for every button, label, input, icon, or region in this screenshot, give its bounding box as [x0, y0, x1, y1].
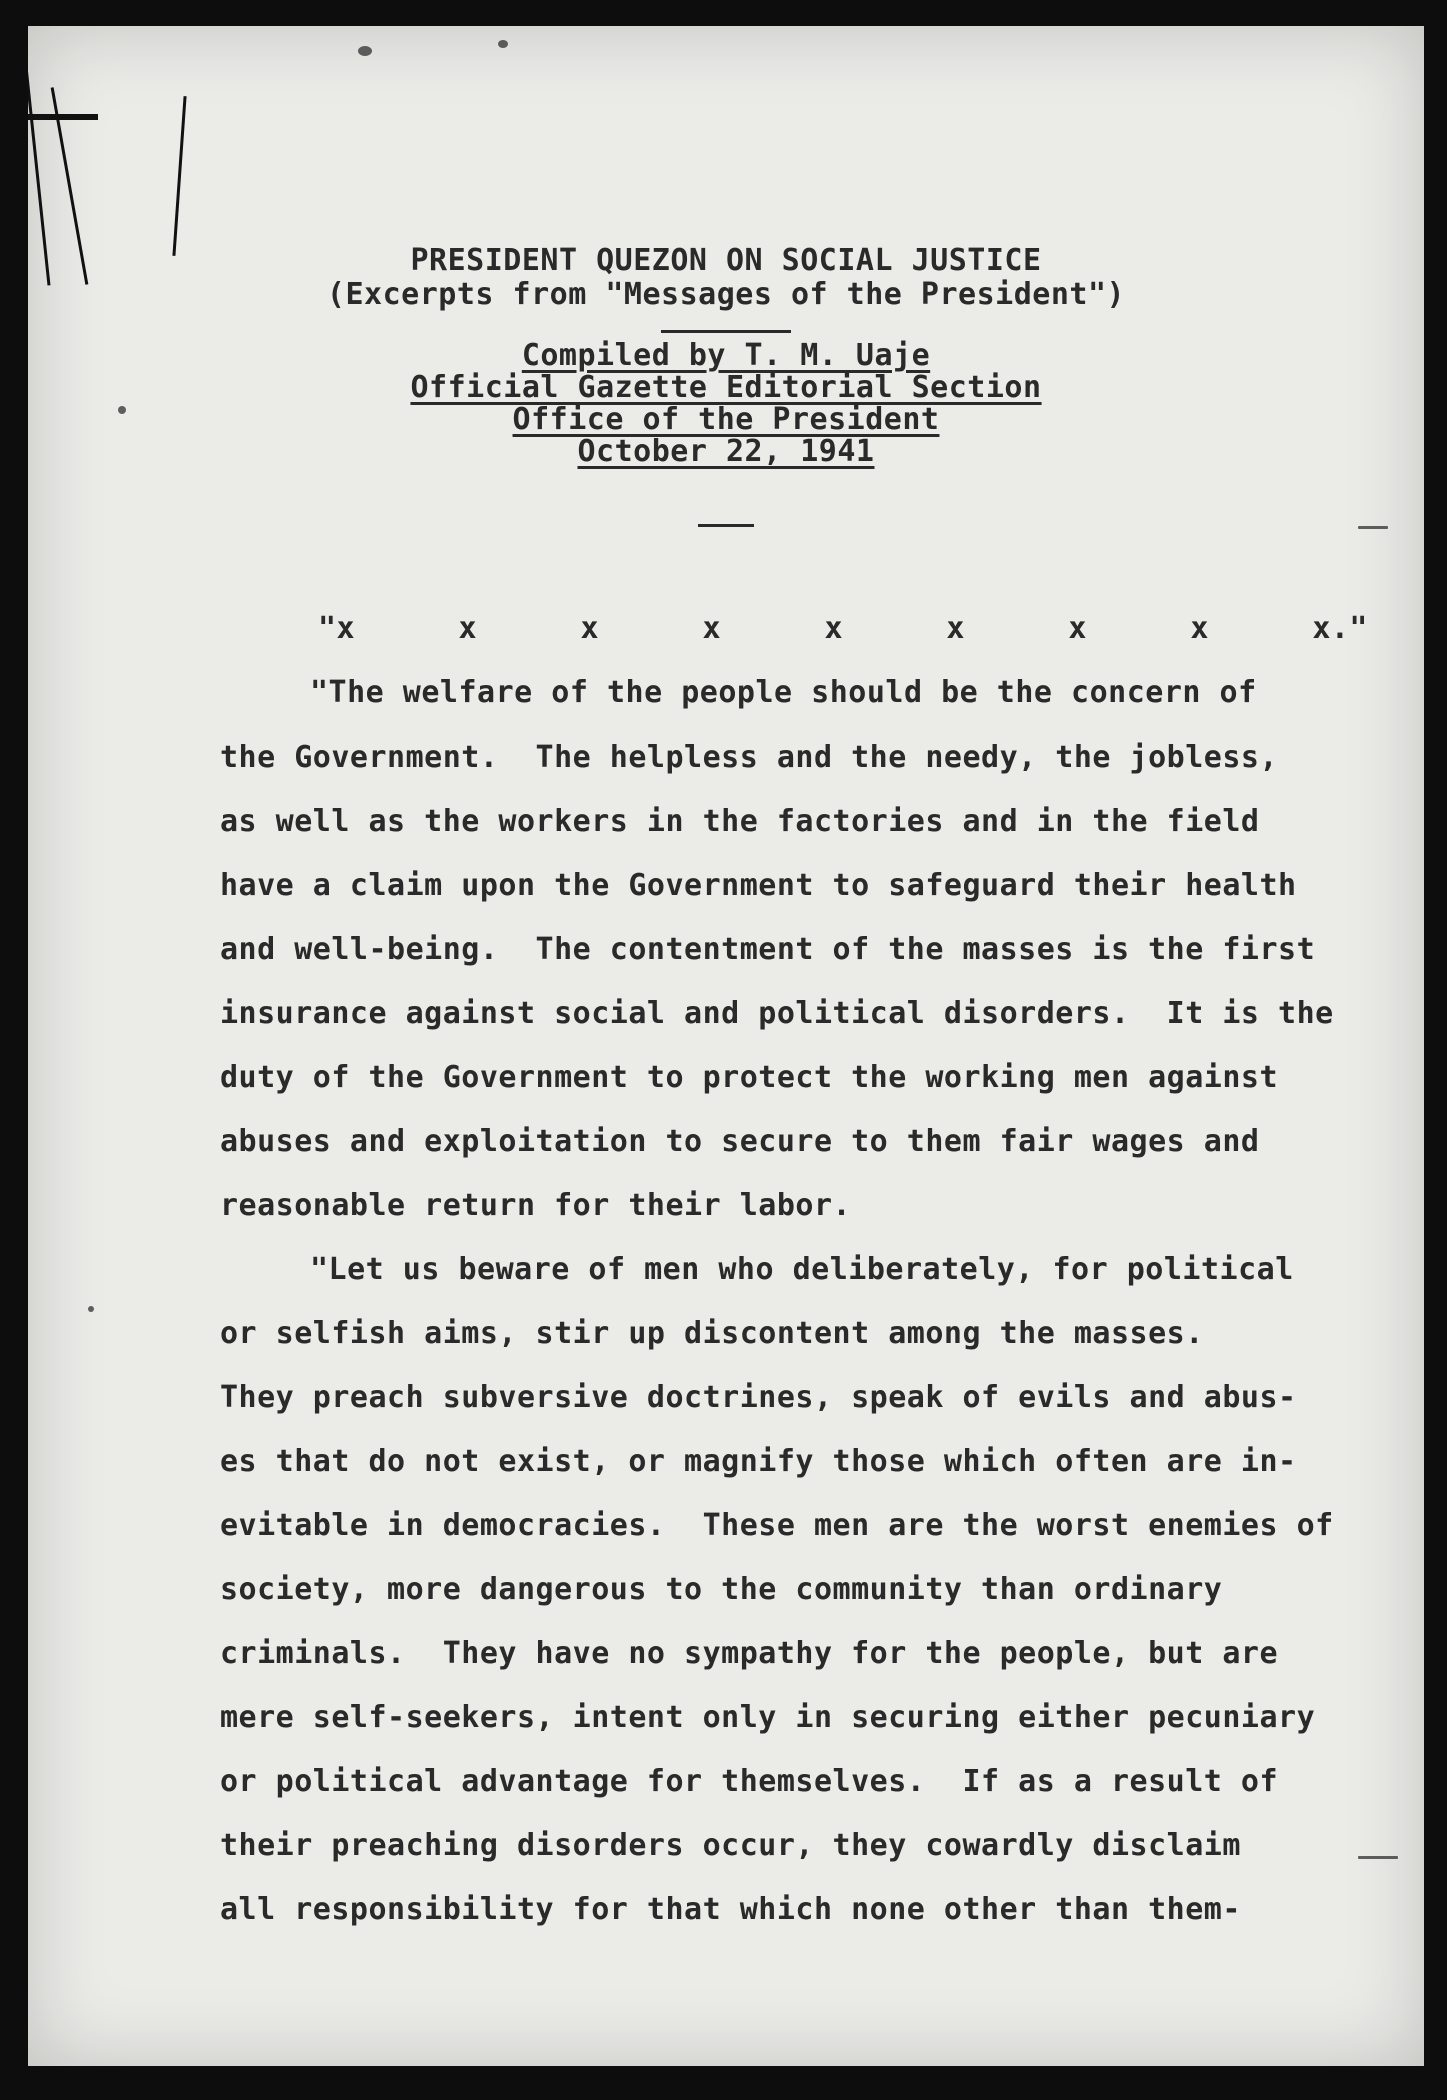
speck — [88, 1306, 94, 1312]
short-rule — [28, 320, 1424, 338]
margin-stroke — [172, 96, 186, 256]
document-title: PRESIDENT QUEZON ON SOCIAL JUSTICE — [410, 243, 1042, 278]
body-line: They preach subversive doctrines, speak of evils and abus- — [220, 1380, 1297, 1415]
ellipsis-mark: x — [1068, 611, 1087, 646]
body-line: es that do not exist, or magnify those which often are in- — [220, 1444, 1297, 1479]
ellipsis-mark: x — [580, 611, 600, 646]
body-line: abuses and exploitation to secure to them fair wages and — [220, 1124, 1260, 1159]
ellipsis-mark: x — [1190, 611, 1209, 646]
ellipsis-mark: x — [458, 611, 478, 646]
date-line: October 22, 1941 — [577, 434, 875, 469]
speck — [358, 46, 372, 56]
speck — [498, 40, 508, 48]
body-line: as well as the workers in the factories and in the field — [220, 804, 1260, 839]
body-line: evitable in democracies. These men are the worst enemies of — [220, 1508, 1334, 1543]
body-line: their preaching disorders occur, they cowardly disclaim — [220, 1828, 1241, 1863]
body-line: or selfish aims, stir up discontent among the masses. — [220, 1316, 1204, 1351]
body-line: have a claim upon the Government to safeguard their health — [220, 868, 1297, 903]
body-line: the Government. The helpless and the needy, the jobless, — [220, 740, 1279, 775]
body-line: "The welfare of the people should be the concern of — [310, 675, 1257, 710]
document-subtitle: (Excerpts from "Messages of the President") — [326, 277, 1126, 312]
ellipsis-row — [318, 612, 1368, 646]
body-line: and well-being. The contentment of the masses is the first — [220, 932, 1316, 967]
section-line: Official Gazette Editorial Section — [410, 370, 1042, 405]
ellipsis-mark: x — [824, 611, 843, 646]
body-line: duty of the Government to protect the working men against — [220, 1060, 1279, 1095]
body-line: all responsibility for that which none other than them- — [220, 1892, 1241, 1927]
ellipsis-mark: "x — [318, 611, 356, 646]
body-line: reasonable return for their labor. — [220, 1188, 852, 1223]
compiler-line: Compiled by T. M. Uaje — [521, 338, 931, 373]
separator-dash — [28, 514, 1424, 532]
office-line: Office of the President — [512, 402, 940, 437]
body-line: insurance against social and political disorders. It is the — [220, 996, 1334, 1031]
body-line: or political advantage for themselves. If as a result of — [220, 1764, 1279, 1799]
body-line: society, more dangerous to the community than ordinary — [220, 1572, 1223, 1607]
paper-sheet — [28, 26, 1424, 2066]
ellipsis-mark: x." — [1312, 611, 1368, 646]
body-line: criminals. They have no sympathy for the people, but are — [220, 1636, 1279, 1671]
punch-mark — [28, 114, 98, 120]
speck — [1358, 1856, 1398, 1859]
ellipsis-mark: x — [702, 611, 722, 646]
body-line: mere self-seekers, intent only in securing either pecuniary — [220, 1700, 1316, 1735]
body-line: "Let us beware of men who deliberately, for political — [310, 1252, 1294, 1287]
ellipsis-mark: x — [946, 611, 965, 646]
